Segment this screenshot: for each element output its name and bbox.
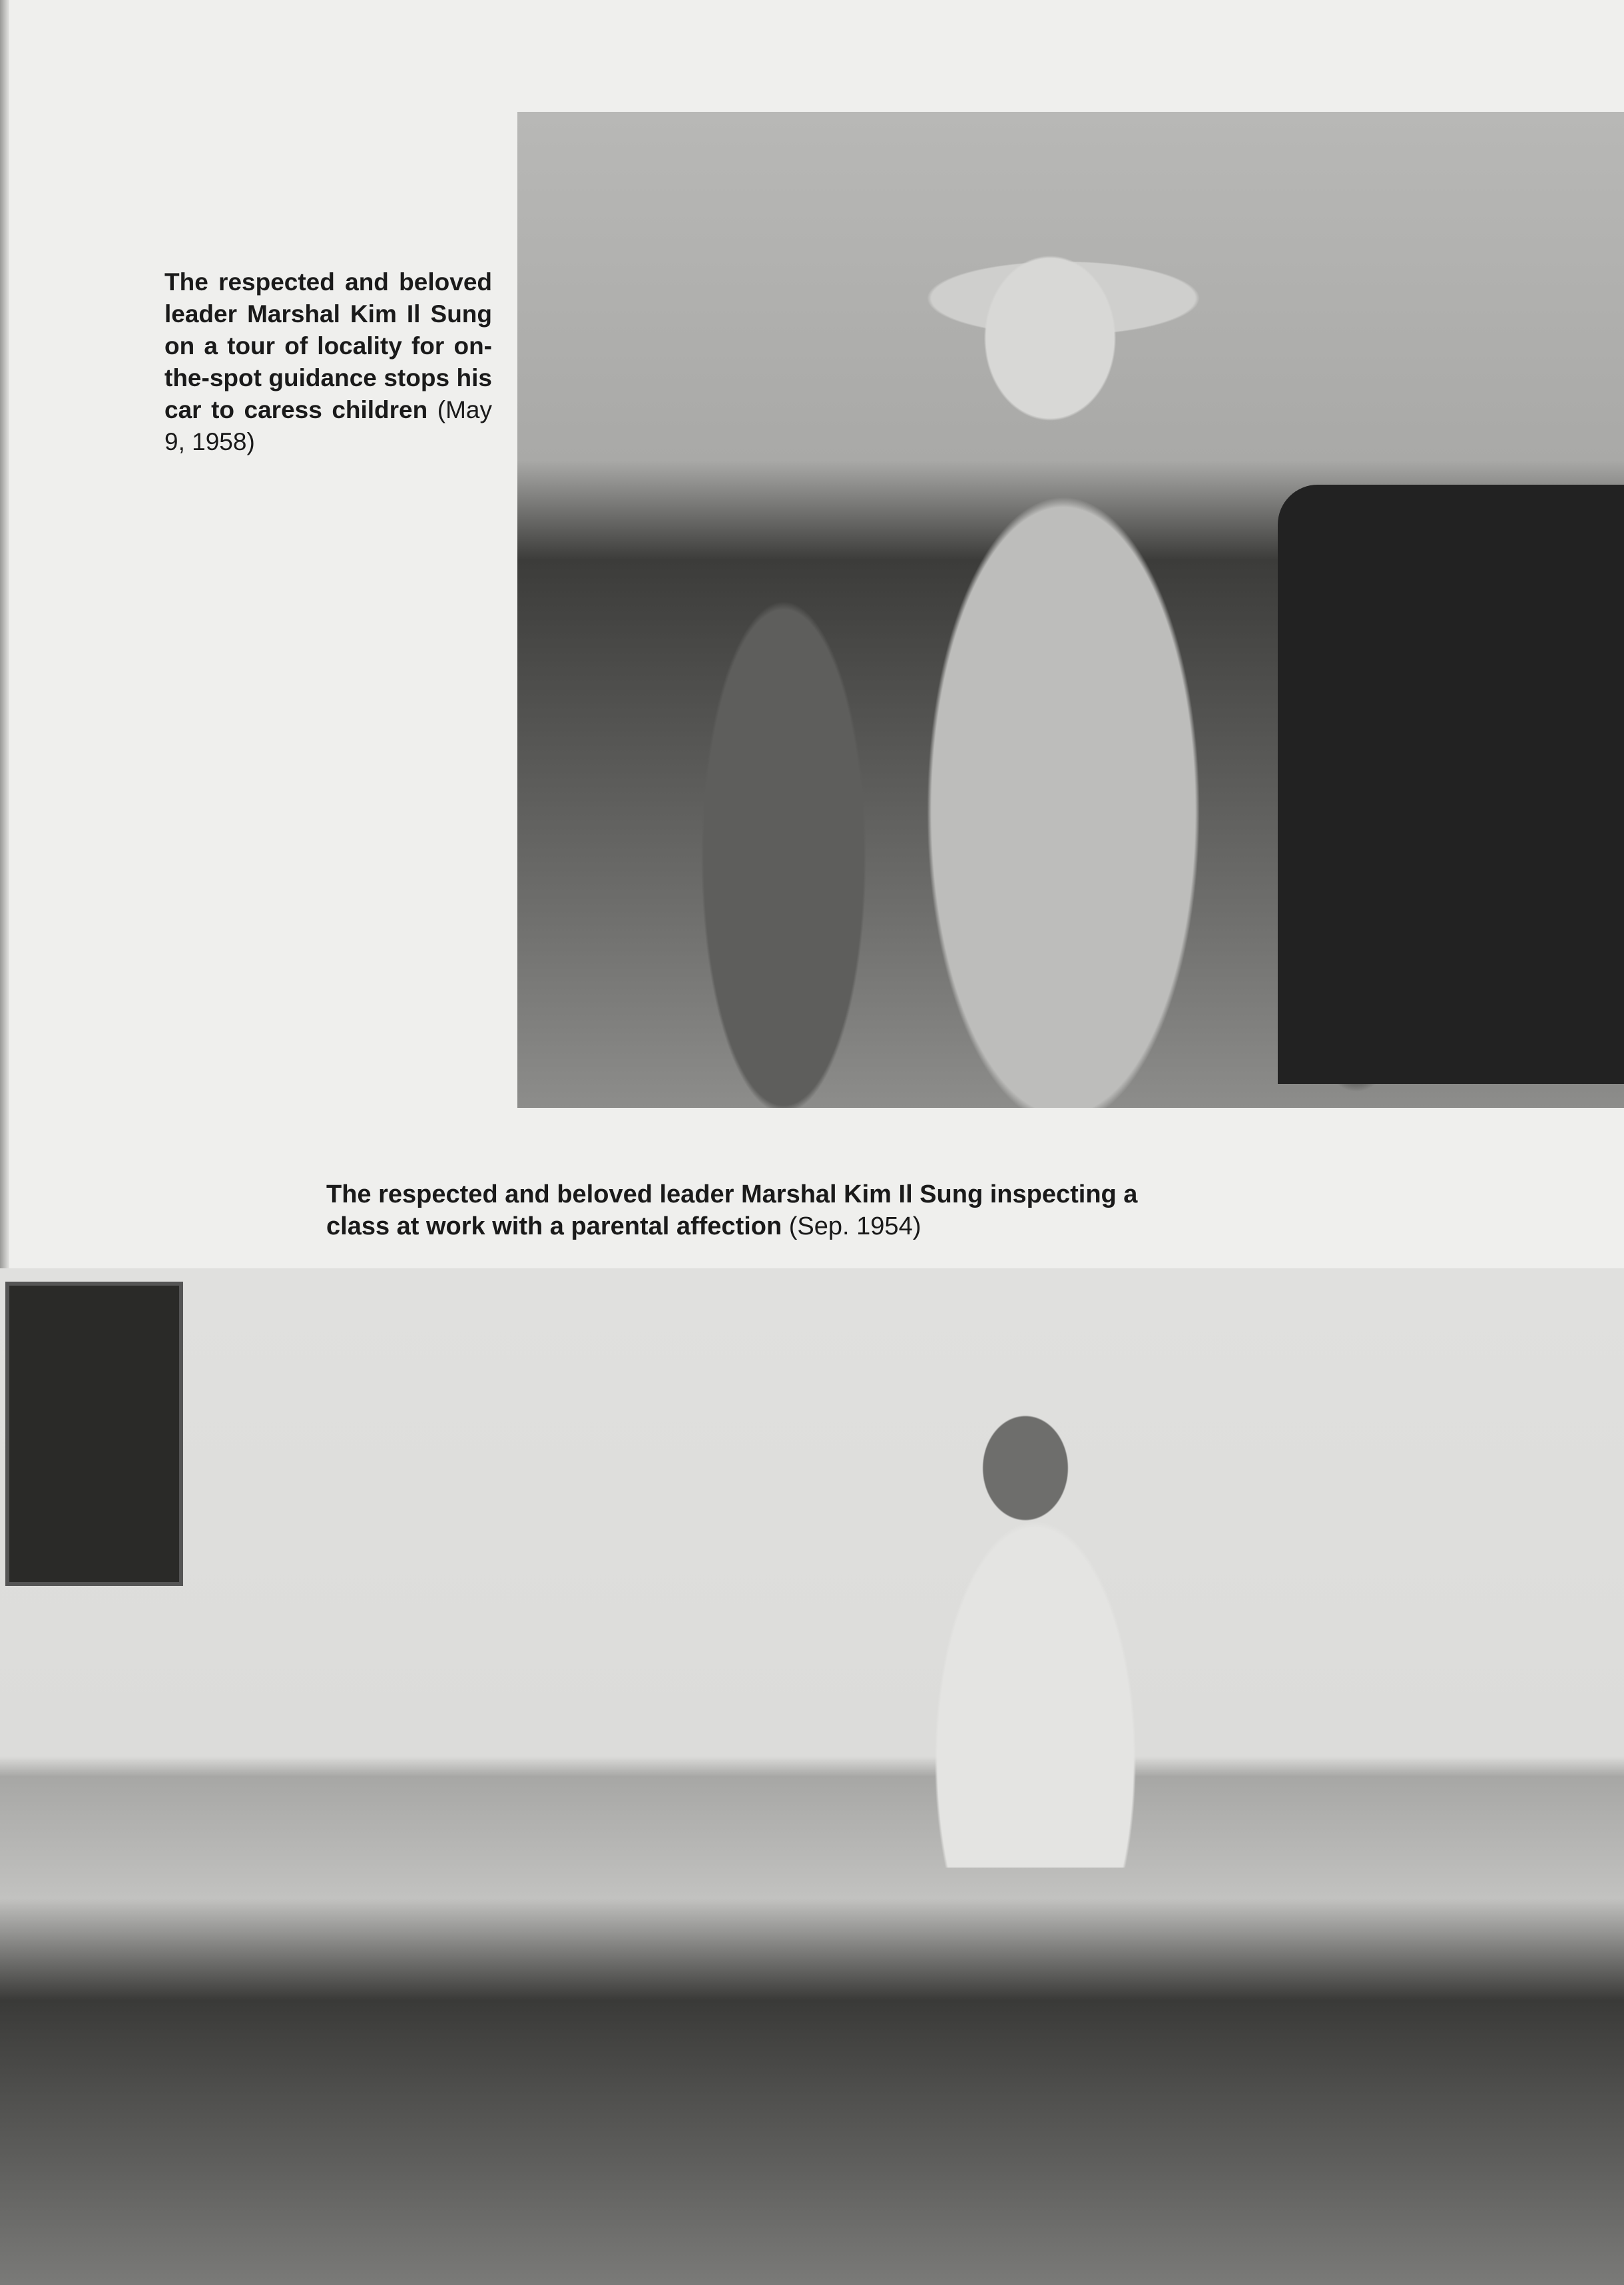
- top-caption-text: The respected and beloved leader Marshal Kim Il Sung on a tour of locality for on-the-spot guidance stops his car to caress children: [164, 268, 492, 423]
- page-spine-shadow: [0, 0, 9, 1268]
- photo-leader-with-children-by-car: [517, 112, 1624, 1108]
- car-shape: [1278, 485, 1624, 1084]
- standing-figure-shape: [892, 1388, 1179, 1868]
- blackboard-shape: [5, 1282, 183, 1586]
- top-photo-caption: [164, 266, 492, 458]
- bottom-photo-caption: [326, 1178, 1205, 1242]
- bottom-caption-date: (Sep. 1954): [788, 1212, 922, 1240]
- bottom-caption-text: The respected and beloved leader Marshal Kim Il Sung inspecting a class at work with a parental affection: [326, 1180, 1138, 1240]
- photo-classroom-inspection: [0, 1268, 1624, 2285]
- top-caption-date: (May 9, 1958): [164, 396, 493, 455]
